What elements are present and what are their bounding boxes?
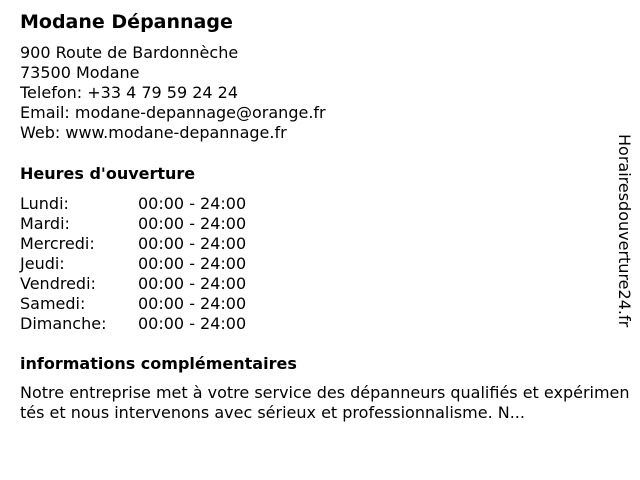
hours-row-sunday <box>20 314 280 334</box>
day-label: Jeudi: <box>20 254 65 273</box>
business-name: Modane Dépannage <box>20 11 233 33</box>
contact-block <box>20 43 326 143</box>
day-label: Lundi: <box>20 194 69 213</box>
hours-row-thursday <box>20 254 280 274</box>
opening-hours-heading: Heures d'ouverture <box>20 164 196 183</box>
phone-number: Telefon: +33 4 79 59 24 24 <box>20 83 239 102</box>
time-range: 00:00 - 24:00 <box>138 254 247 273</box>
day-label: Mardi: <box>20 214 70 233</box>
time-range: 00:00 - 24:00 <box>138 194 247 213</box>
website-address: Web: www.modane-depannage.fr <box>20 123 287 142</box>
business-description: Notre entreprise met à votre service des dépanneurs qualifiés et expérimentés et nous intervenons avec sérieux et professionnalisme. N... <box>20 383 630 422</box>
day-label: Dimanche: <box>20 314 107 333</box>
site-watermark: Horairesdouverture24.fr <box>615 134 634 328</box>
city-postcode: 73500 Modane <box>20 63 140 82</box>
day-label: Vendredi: <box>20 274 96 293</box>
hours-row-monday <box>20 194 280 214</box>
hours-row-saturday <box>20 294 280 314</box>
additional-info-heading: informations complémentaires <box>20 354 297 373</box>
hours-row-tuesday <box>20 214 280 234</box>
time-range: 00:00 - 24:00 <box>138 314 247 333</box>
hours-row-friday <box>20 274 280 294</box>
day-label: Samedi: <box>20 294 86 313</box>
opening-hours-table <box>20 194 280 334</box>
email-address: Email: modane-depannage@orange.fr <box>20 103 326 122</box>
hours-row-wednesday <box>20 234 280 254</box>
time-range: 00:00 - 24:00 <box>138 294 247 313</box>
street-address: 900 Route de Bardonnèche <box>20 43 239 62</box>
time-range: 00:00 - 24:00 <box>138 234 247 253</box>
day-label: Mercredi: <box>20 234 95 253</box>
time-range: 00:00 - 24:00 <box>138 214 247 233</box>
time-range: 00:00 - 24:00 <box>138 274 247 293</box>
